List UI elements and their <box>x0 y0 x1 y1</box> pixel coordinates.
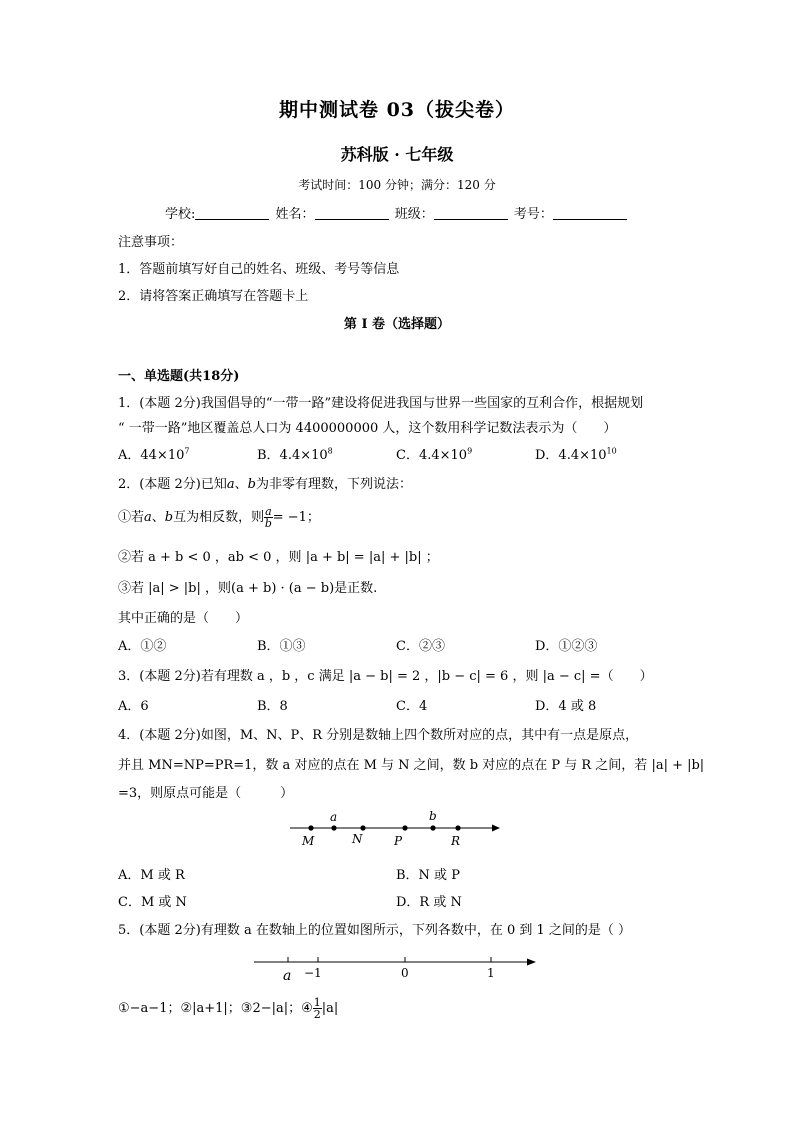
page-title: 期中测试卷 03（拔尖卷） <box>278 99 516 121</box>
q2-option-b[interactable]: B．①③ <box>257 639 306 654</box>
q2-option-d[interactable]: D．①②③ <box>535 639 598 654</box>
q4-label-b: b <box>429 809 437 823</box>
q2-statement-3: ③若 |a| > |b| ，则(a + b) · (a − b)是正数. <box>118 581 378 596</box>
q4-label-a: a <box>330 810 338 824</box>
section-heading: 一、单选题(共18分) <box>118 369 240 384</box>
notes-item-2: 2．请将答案正确填写在答题卡上 <box>118 289 309 304</box>
q4-point-n <box>360 825 365 830</box>
q3-stem: 3．(本题 2分)若有理数 a ，b ，c 满足 |a − b| = 2 ，|b − c| = 6 ，则 |a − c| =（ ） <box>118 669 653 684</box>
school-label: 学校: <box>165 207 196 222</box>
q1-option-c[interactable]: C．$4.4\times 10^9$ <box>396 446 473 463</box>
q3-option-c[interactable]: C．4 <box>396 699 428 714</box>
q2-option-a[interactable]: A．①② <box>118 639 167 654</box>
q4-number-line-figure <box>286 808 506 850</box>
q4-point-p <box>402 825 407 830</box>
exam-info: 考试时间：100 分钟；满分：120 分 <box>298 178 496 192</box>
q4-label-n: N <box>352 832 363 846</box>
school-blank[interactable] <box>195 207 269 220</box>
name-label: 姓名： <box>275 207 315 222</box>
q4-line-3: =3，则原点可能是（ ） <box>118 786 294 801</box>
q4-option-d[interactable]: D．R 或 N <box>396 895 462 910</box>
q2-option-c[interactable]: C．②③ <box>396 639 445 654</box>
q1-option-b[interactable]: B．$4.4\times 10^8$ <box>257 446 333 463</box>
class-label: 班级： <box>394 207 434 222</box>
q4-axis-arrow <box>492 825 500 832</box>
class-blank[interactable] <box>434 207 508 220</box>
number-label: 考号： <box>513 207 553 222</box>
page-subtitle: 苏科版 · 七年级 <box>340 145 454 164</box>
q4-point-m <box>308 825 313 830</box>
q5-options: ①−a−1；②|a+1|；③2−|a|；④ $\frac{1}{2}$ |a| <box>118 996 339 1021</box>
q3-option-b[interactable]: B．8 <box>257 699 288 714</box>
q5-label-zero: 0 <box>401 966 409 980</box>
q3-option-a[interactable]: A．6 <box>118 699 149 714</box>
q4-point-r <box>455 825 460 830</box>
q2-statement-1: ①若a、b互为相反数，则 $\frac{a}{b}$ = −1； <box>118 505 320 530</box>
q4-line-2: 并且 MN=NP=PR=1，数 a 对应的点在 M 与 N 之间，数 b 对应的点在 P 与 R 之间，若 |a| + |b| <box>118 758 705 773</box>
notes-item-1: 1．答题前填写好自己的姓名、班级、考号等信息 <box>118 262 400 277</box>
q2-ask: 其中正确的是（ ） <box>118 611 249 626</box>
q4-option-b[interactable]: B．N 或 P <box>396 868 460 883</box>
q5-stem: 5．(本题 2分)有理数 a 在数轴上的位置如图所示，下列各数中，在 0 到 1 之间的是（ ） <box>118 923 632 938</box>
q1-option-d[interactable]: D．$4.4\times 10^{10}$ <box>535 446 617 463</box>
q4-label-m: M <box>302 834 315 848</box>
q4-label-r: R <box>451 834 461 848</box>
q4-label-p: P <box>394 834 403 848</box>
q5-axis-arrow <box>527 959 536 966</box>
q3-option-d[interactable]: D．4 或 8 <box>535 699 597 714</box>
q5-label-one: 1 <box>487 966 495 980</box>
q5-label-a: a <box>283 968 292 984</box>
q1-option-a[interactable]: A．$44\times 10^7$ <box>118 446 190 463</box>
notes-heading: 注意事项： <box>118 235 184 250</box>
q4-option-c[interactable]: C．M 或 N <box>118 895 187 910</box>
q5-number-line-figure <box>252 950 542 984</box>
q1-line-2: “ 一带一路”地区覆盖总人口为 4400000000 人，这个数用科学记数法表示为（ ） <box>118 421 617 436</box>
q4-option-a[interactable]: A．M 或 R <box>118 868 185 883</box>
number-blank[interactable] <box>553 207 627 220</box>
q2-stem: 2．(本题 2分)已知a、b为非零有理数，下列说法： <box>118 477 412 492</box>
q5-label-minus-one: −1 <box>304 966 322 980</box>
q4-point-b <box>430 825 435 830</box>
q2-statement-2: ②若 a + b < 0 ，ab < 0 ，则 |a + b| = |a| + |b| ； <box>118 550 439 565</box>
q4-line-1: 4．(本题 2分)如图，M、N、P、R 分别是数轴上四个数所对应的点，其中有一点是原点， <box>118 728 639 743</box>
a-over-b-fraction: $\frac{a}{b}$ <box>264 505 272 530</box>
q1-line-1: 1．(本题 2分)我国倡导的“一带一路”建设将促进我国与世界一些国家的互利合作，根据规划 <box>118 396 644 411</box>
one-half-fraction: $\frac{1}{2}$ <box>313 996 321 1021</box>
volume-title: 第 I 卷（选择题） <box>343 317 451 332</box>
student-info-fields <box>165 203 629 222</box>
q4-point-a <box>331 825 336 830</box>
name-blank[interactable] <box>315 207 389 220</box>
